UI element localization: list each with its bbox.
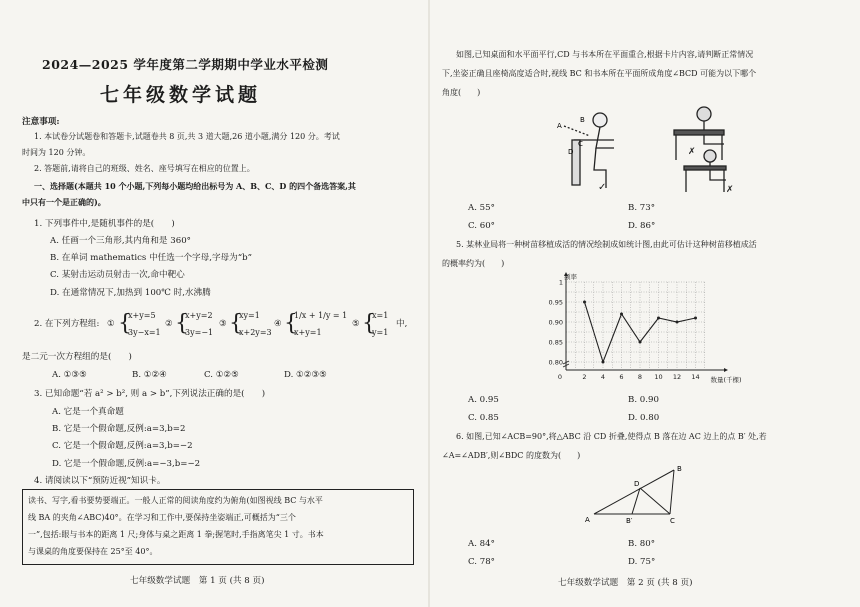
page-footer: 七年级数学试题 第 2 页 (共 8 页) [558, 578, 693, 588]
card-line-1: 读书、写字,看书要势要端正。一般人正常的阅读角度约为俯角(如图视线 BC 与水平 [28, 496, 323, 505]
q3-option-b: B. 它是一个假命题,反例:a=3,b=2 [52, 424, 186, 434]
y-tick-label: 0.90 [548, 318, 563, 327]
q5-stem-line-1: 5. 某林业局将一种树苗移植成活的情况绘制成如统计图,由此可估计这种树苗移植成活 [456, 240, 757, 249]
q4-stem: 4. 请阅读以下“预防近视”知识卡。 [34, 476, 166, 486]
y-tick-label: 0.80 [548, 358, 563, 367]
q2-option-a: A. ①③⑤ [52, 370, 87, 380]
q4-option-c: C. 60° [468, 221, 495, 231]
q3-option-a: A. 它是一个真命题 [52, 407, 124, 417]
notice-title: 注意事项: [22, 117, 60, 127]
q1-option-d: D. 在通常情况下,加热到 100℃ 时,水沸腾 [50, 288, 211, 298]
card-line-3: 一”,包括:眼与书本的距离 1 尺;身体与桌之距离 1 拳;握笔时,手指离笔尖 1 寸。书本 [28, 530, 324, 539]
x-tick-label: 12 [672, 373, 682, 381]
q2-sys1-num: ① [107, 319, 115, 329]
segment-cd [640, 488, 670, 514]
q2-sys5-bot: y=1 [372, 328, 389, 337]
q4-cont-line-2: 下,坐姿正确且座椅高度适合时,视线 BC 和书本所在平面所成角度∠BCD 可能为以下哪个 [442, 69, 757, 78]
point-c-label: C [670, 517, 675, 525]
chart-labels [549, 272, 742, 384]
notice-1b: 时间为 120 分钟。 [22, 148, 91, 157]
x-tick-label: 14 [691, 373, 700, 381]
x-tick-label: 4 [600, 373, 606, 381]
data-point [602, 361, 605, 364]
q2-sys5-top: x=1 [372, 311, 389, 320]
label-c: C [578, 140, 583, 148]
page-footer: 七年级数学试题 第 1 页 (共 8 页) [130, 576, 265, 586]
q5-option-a: A. 0.95 [468, 395, 499, 405]
notice-1a: 1. 本试卷分试题卷和答题卡,试题卷共 8 页,共 3 道大题,26 道小题,满分 120 分。考试 [34, 132, 340, 141]
q6-option-d: D. 75° [628, 557, 656, 567]
x-axis-label: 数量(千棵) [710, 376, 742, 384]
q5-option-d: D. 0.80 [628, 413, 660, 423]
point-a-label: A [585, 516, 590, 524]
q3-option-d: D. 它是一个假命题,反例:a=−3,b=−2 [52, 459, 201, 469]
q4-option-a: A. 55° [468, 203, 495, 213]
data-point [583, 301, 586, 304]
posture-illustration [554, 100, 754, 195]
label-d: D [568, 148, 574, 156]
q2-option-b: B. ①②④ [132, 370, 167, 380]
q4-option-d: D. 86° [628, 221, 656, 231]
q2-tail: 中, [396, 319, 408, 329]
q2-lead: 2. 在下列方程组: [34, 319, 100, 329]
x-tick-label: 2 [582, 373, 587, 381]
point-b-prime-label: B′ [626, 517, 633, 525]
q2-sys1-top: x+y=5 [128, 311, 156, 320]
exam-title: 七年级数学试题 [100, 84, 262, 106]
card-line-4: 与课桌的角度要保持在 25°至 40°。 [28, 547, 158, 556]
q2-sys4-num: ④ [274, 319, 282, 329]
label-b: B [580, 116, 585, 124]
q6-stem-line-1: 6. 如图,已知∠ACB=90°,将△ABC 沿 CD 折叠,使得点 B 落在边 AC 边上的点 B′ 处,若 [456, 432, 767, 441]
q2-option-d: D. ①②③⑤ [284, 370, 327, 380]
q2-sys2-bot: 3y=−1 [185, 328, 214, 337]
q1-option-c: C. 某射击运动员射击一次,命中靶心 [50, 270, 185, 280]
data-point [657, 317, 660, 320]
notice-2: 2. 答题前,请将自己的班级、姓名、座号填写在相应的位置上。 [34, 164, 255, 173]
q2-sys1-bot: 3y−x=1 [128, 328, 161, 337]
q6-triangle-figure [580, 462, 690, 530]
q5-option-c: C. 0.85 [468, 413, 499, 423]
q2-sys2-top: x+y=2 [185, 311, 213, 320]
data-point [639, 341, 642, 344]
q5-frequency-chart [526, 270, 742, 388]
y-axis-label: 频率 [564, 273, 577, 281]
point-d-label: D [634, 480, 640, 488]
data-point [620, 313, 623, 316]
q6-option-c: C. 78° [468, 557, 495, 567]
q2-sys3-top: xy=1 [239, 311, 260, 320]
point-b-label: B [677, 465, 682, 473]
cross-mark-icon: ✗ [688, 147, 696, 157]
x-axis-arrow-icon [724, 368, 728, 372]
card-line-2: 线 BA 的夹角∠ABC)40°。在学习和工作中,要保持坐姿端正,可概括为“三个 [28, 513, 296, 522]
x-tick-label: 10 [654, 373, 663, 381]
q6-option-b: B. 80° [628, 539, 656, 549]
brace-icon: { [362, 311, 376, 336]
x-tick-label: 6 [619, 373, 624, 381]
y-tick-label: 0.85 [548, 338, 563, 347]
exam-page-2 [430, 0, 860, 607]
check-mark-icon: ✓ [598, 182, 607, 193]
brace-icon: { [118, 311, 132, 336]
q2-sys2-num: ② [165, 319, 173, 329]
q1-stem: 1. 下列事件中,是随机事件的是( ) [34, 219, 175, 229]
q6-stem-line-2: ∠A=∠ADB′,则∠BDC 的度数为( ) [442, 451, 581, 460]
q4-cont-line-1: 如图,已知桌面和水平面平行,CD 与书本所在平面重合,根据卡片内容,请判断正常情况 [456, 50, 754, 59]
q5-stem-line-2: 的概率约为( ) [442, 259, 505, 268]
brace-icon: { [229, 311, 243, 336]
knowledge-card [22, 489, 414, 565]
data-point [676, 321, 679, 324]
q2-sys3-bot: x+2y=3 [239, 328, 272, 337]
brace-icon: { [284, 311, 298, 336]
exam-header: 2024—2025 学年度第二学期期中学业水平检测 [42, 57, 329, 72]
q2-sys4-bot: x+y=1 [294, 328, 322, 337]
q5-option-b: B. 0.90 [628, 395, 659, 405]
cross-mark-icon: ✗ [726, 185, 734, 195]
section-1-instructions: 一、选择题(本题共 10 个小题,下列每小题均给出标号为 A、B、C、D 的四个备选答案,其 [34, 181, 356, 191]
q2-sys4-top: 1/x + 1/y = 1 [294, 311, 348, 320]
q4-cont-line-3: 角度( ) [442, 88, 481, 97]
section-1-instructions-cont: 中只有一个是正确的)。 [22, 197, 106, 207]
q2-option-c: C. ①②⑤ [204, 370, 239, 380]
q6-option-a: A. 84° [468, 539, 495, 549]
brace-icon: { [175, 311, 189, 336]
q4-option-b: B. 73° [628, 203, 656, 213]
y-tick-label: 0.95 [548, 298, 563, 307]
q2-line2: 是二元一次方程组的是( ) [22, 352, 132, 362]
q2-sys5-num: ⑤ [352, 319, 360, 329]
y-tick-label: 1 [558, 278, 563, 287]
chart-axes [563, 272, 728, 372]
q3-option-c: C. 它是一个假命题,反例:a=3,b=−2 [52, 441, 193, 451]
data-point [694, 317, 697, 320]
q1-option-a: A. 任画一个三角形,其内角和是 360° [50, 236, 191, 246]
q2-equation-systems [107, 307, 407, 343]
label-a: A [557, 122, 562, 130]
q3-stem: 3. 已知命题“若 a² > b², 则 a > b”,下列说法正确的是( ) [34, 389, 266, 399]
origin-label: 0 [557, 373, 562, 381]
chart-grid [566, 282, 705, 370]
x-tick-label: 8 [637, 373, 643, 381]
segment-cb [670, 470, 674, 514]
q2-sys3-num: ③ [219, 319, 227, 329]
q1-option-b: B. 在单词 mathematics 中任选一个字母,字母为“b” [50, 253, 253, 263]
